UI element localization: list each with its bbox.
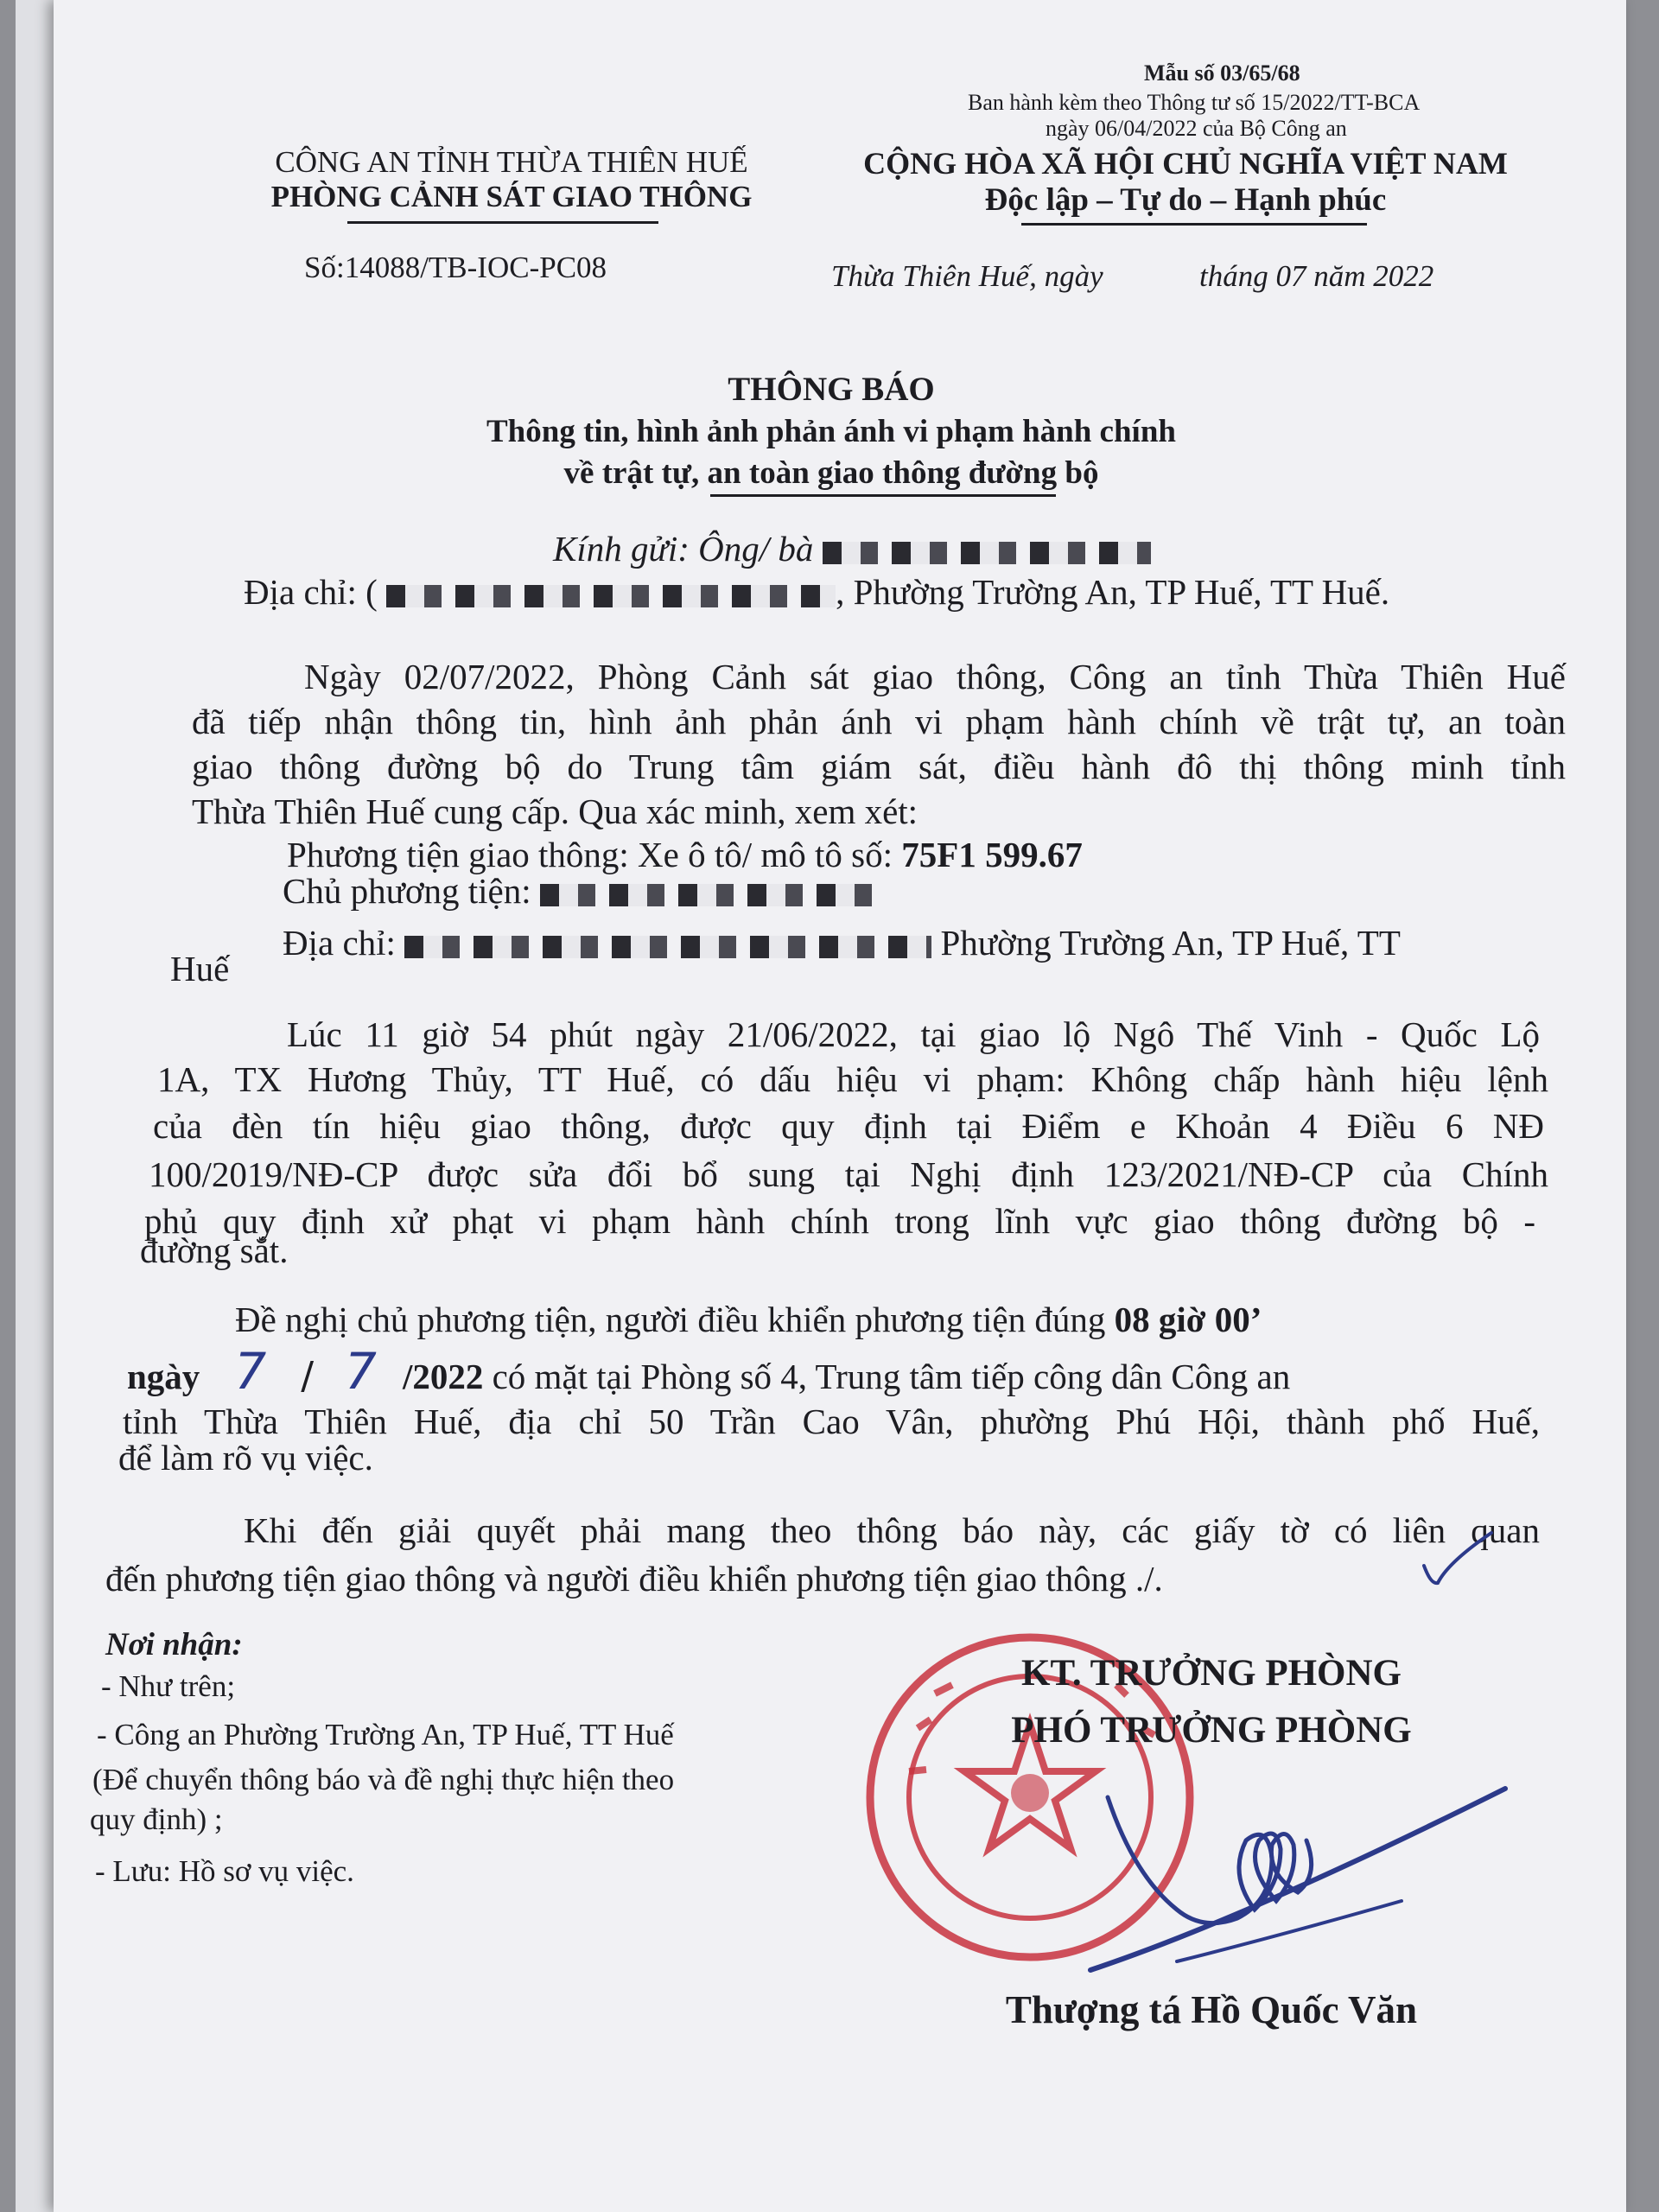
day-label: ngày <box>127 1357 200 1396</box>
recipient-5: - Lưu: Hồ sơ vụ việc. <box>95 1854 354 1888</box>
paragraph-2-line-4: 100/2019/NĐ-CP được sửa đổi bổ sung tại Nghị định 123/2021/NĐ-CP của Chính <box>149 1154 1548 1194</box>
vehicle-label: Phương tiện giao thông: Xe ô tô/ mô tô số: <box>287 835 893 874</box>
handwritten-check-mark <box>1419 1528 1497 1597</box>
department-name: PHÒNG CẢNH SÁT GIAO THÔNG <box>270 180 753 213</box>
form-issued-line-2: ngày 06/04/2022 của Bộ Công an <box>1046 116 1347 141</box>
owner-label: Chủ phương tiện: <box>283 871 531 911</box>
salutation <box>553 525 1151 572</box>
motto-underline <box>1021 223 1367 226</box>
signer-name: Thượng tá Hồ Quốc Văn <box>1005 1988 1418 2031</box>
recipients-label: Nơi nhận: <box>105 1627 243 1662</box>
paragraph-3-line-3: tỉnh Thừa Thiên Huế, địa chỉ 50 Trần Cao Vân, phường Phú Hội, thành phố Huế, <box>123 1402 1540 1441</box>
redacted-owner-address <box>404 936 931 958</box>
document-number: Số:14088/TB-IOC-PC08 <box>304 251 607 284</box>
owner-address-tail: Phường Trường An, TP Huế, TT <box>940 923 1401 963</box>
paragraph-4-line-2: đến phương tiện giao thông và người điều khiển phương tiện giao thông ./. <box>105 1559 1163 1599</box>
paragraph-2-line-2: 1A, TX Hương Thủy, TT Huế, có dấu hiệu vi phạm: Không chấp hành hiệu lệnh <box>157 1059 1548 1099</box>
handwritten-month: 7 <box>345 1342 377 1401</box>
redacted-address <box>386 585 836 607</box>
owner-line <box>283 868 877 914</box>
paragraph-1-line-3: giao thông đường bộ do Trung tâm giám sát, điều hành đô thị thông minh tỉnh <box>192 747 1566 786</box>
signature-title-1: KT. TRƯỞNG PHÒNG <box>1021 1653 1402 1694</box>
paragraph-2-line-5: phủ quy định xử phạt vi phạm hành chính trong lĩnh vực giao thông đường bộ - <box>144 1201 1535 1241</box>
address-label: Địa chỉ: ( <box>244 572 378 612</box>
place-date-suffix: tháng 07 năm 2022 <box>1199 259 1434 293</box>
paragraph-1-line-4: Thừa Thiên Huế cung cấp. Qua xác minh, xem xét: <box>192 791 918 831</box>
document-title: THÔNG BÁO <box>728 371 935 408</box>
paragraph-2-line-3: của đèn tín hiệu giao thông, được quy định tại Điểm e Khoản 4 Điều 6 NĐ <box>153 1106 1544 1146</box>
signature-title-2: PHÓ TRƯỞNG PHÒNG <box>1011 1710 1412 1751</box>
owner-address-line <box>283 919 1401 966</box>
recipient-3: (Để chuyển thông báo và đề nghị thực hiện theo <box>92 1763 675 1796</box>
handwritten-day: 7 <box>234 1342 267 1401</box>
recipient-address <box>244 569 1389 615</box>
paragraph-3-text: Đề nghị chủ phương tiện, người điều khiển phương tiện đúng <box>235 1300 1106 1339</box>
paragraph-3-line-2-tail: có mặt tại Phòng số 4, Trung tâm tiếp công dân Công an <box>492 1357 1291 1396</box>
paragraph-4-line-1: Khi đến giải quyết phải mang theo thông báo này, các giấy tờ có liên quan <box>244 1510 1540 1550</box>
document-subtitle-1: Thông tin, hình ảnh phản ánh vi phạm hành chính <box>486 414 1176 449</box>
address-tail: , Phường Trường An, TP Huế, TT Huế. <box>836 572 1390 612</box>
vehicle-plate: 75F1 599.67 <box>901 835 1083 874</box>
form-number: Mẫu số 03/65/68 <box>1144 60 1300 86</box>
appointment-time: 08 giờ 00’ <box>1114 1300 1262 1339</box>
redacted-owner <box>540 884 877 906</box>
paragraph-1-line-2: đã tiếp nhận thông tin, hình ảnh phản ánh vi phạm hành chính về trật tự, an toàn <box>192 702 1566 741</box>
salutation-label: Kính gửi: Ông/ bà <box>553 529 814 569</box>
paragraph-2-line-1: Lúc 11 giờ 54 phút ngày 21/06/2022, tại giao lộ Ngô Thế Vinh - Quốc Lộ <box>287 1014 1540 1054</box>
national-motto: Độc lập – Tự do – Hạnh phúc <box>984 182 1387 218</box>
paragraph-3-line-4: để làm rõ vụ việc. <box>118 1438 373 1478</box>
paragraph-3-line-2 <box>127 1342 1291 1401</box>
date-slash: / <box>301 1354 315 1398</box>
agency-underline <box>347 221 658 224</box>
owner-address-end: Huế <box>170 949 230 988</box>
recipient-1: - Như trên; <box>101 1669 236 1703</box>
handwritten-signature <box>1073 1780 1522 1987</box>
form-issued-line-1: Ban hành kèm theo Thông tư số 15/2022/TT-BCA <box>968 90 1421 115</box>
recipient-2: - Công an Phường Trường An, TP Huế, TT Huế <box>97 1718 674 1751</box>
owner-address-label: Địa chỉ: <box>283 923 396 963</box>
document-page <box>54 0 1626 2212</box>
appointment-year: /2022 <box>402 1357 484 1396</box>
document-subtitle-2: về trật tự, an toàn giao thông đường bộ <box>563 455 1099 491</box>
paragraph-1-line-1: Ngày 02/07/2022, Phòng Cảnh sát giao thông, Công an tỉnh Thừa Thiên Huế <box>304 657 1566 696</box>
recipient-4: quy định) ; <box>90 1802 223 1836</box>
paragraph-3-line-1 <box>235 1296 1262 1343</box>
agency-name: CÔNG AN TỈNH THỪA THIÊN HUẾ <box>275 145 748 179</box>
country-name: CỘNG HÒA XÃ HỘI CHỦ NGHĨA VIỆT NAM <box>863 146 1508 181</box>
place-date-prefix: Thừa Thiên Huế, ngày <box>831 259 1103 293</box>
redacted-name <box>823 542 1151 564</box>
paragraph-2-line-6: đường sắt. <box>140 1230 289 1270</box>
subtitle-underline <box>710 494 1056 497</box>
